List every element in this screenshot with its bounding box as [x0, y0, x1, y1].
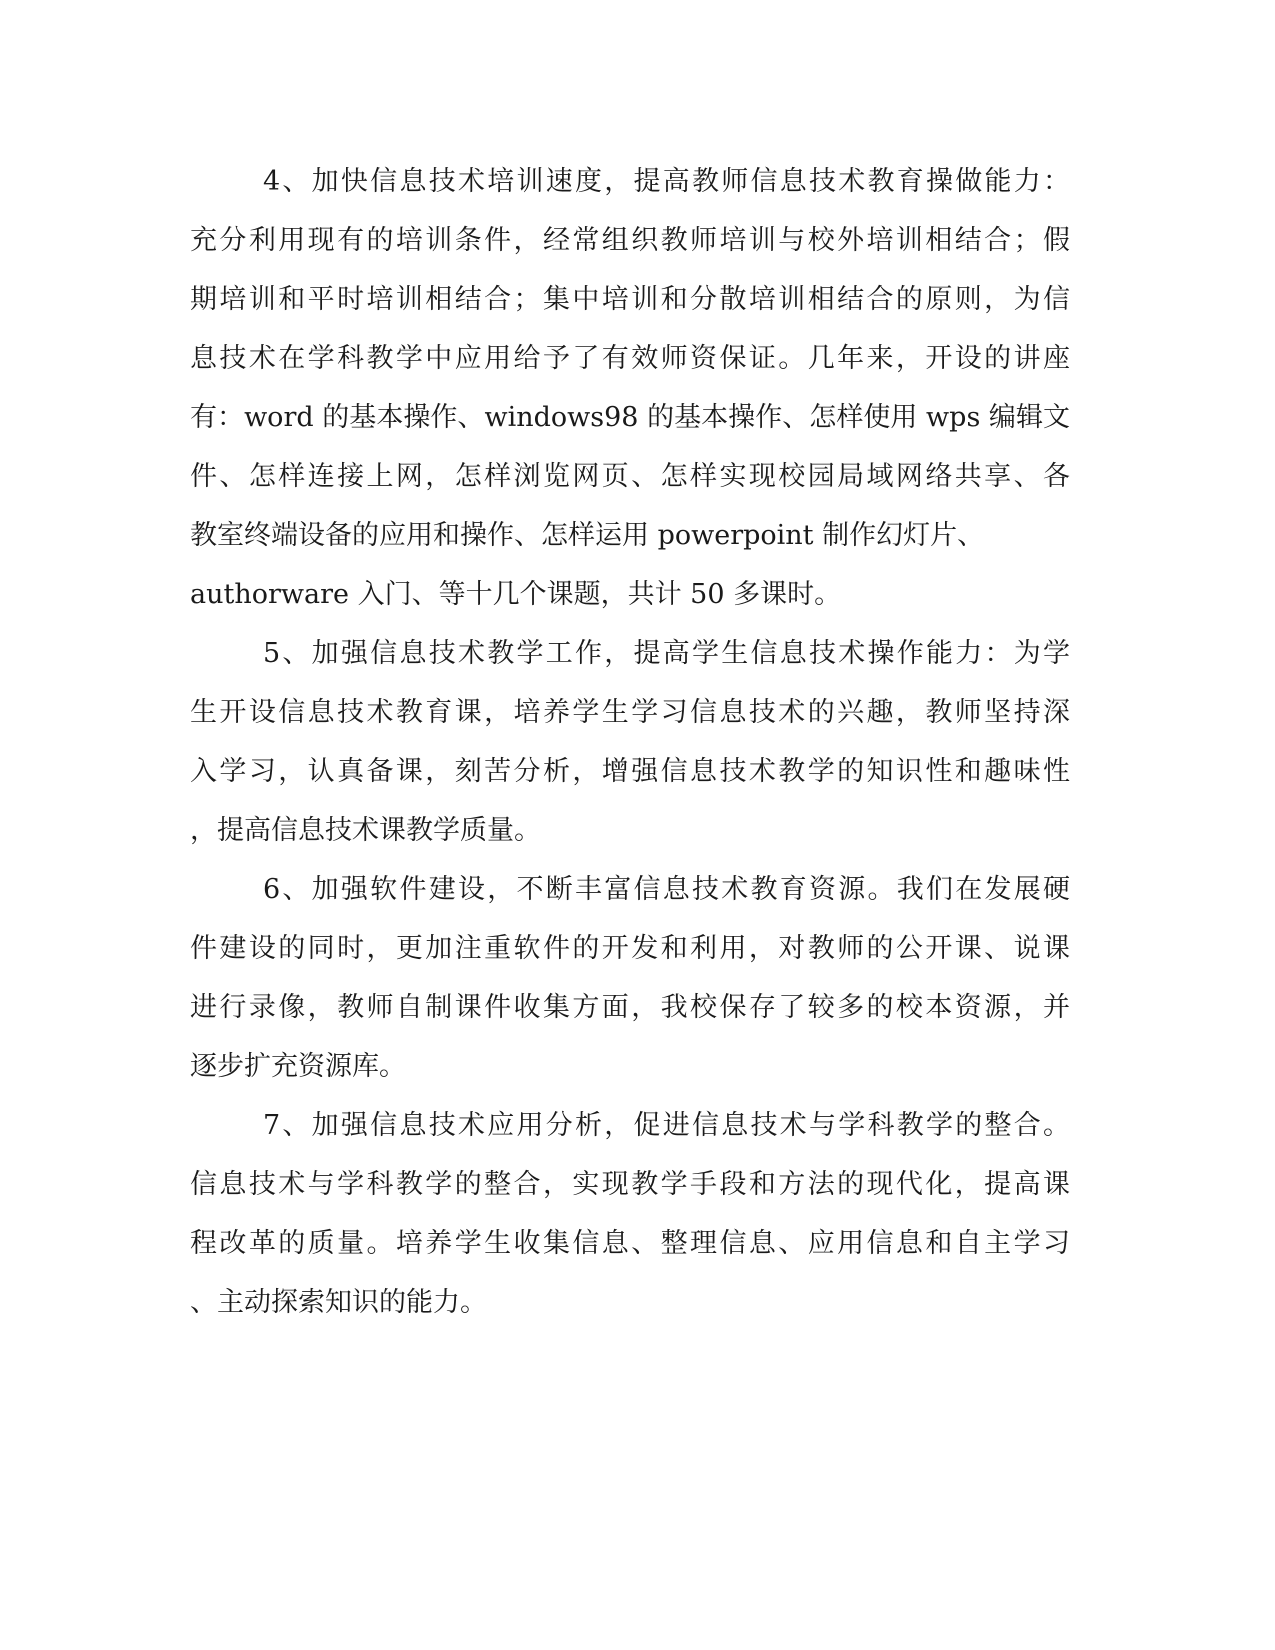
paragraph-4-line-3: 期培训和平时培训相结合；集中培训和分散培训相结合的原则，为信 — [190, 284, 1070, 315]
paragraph-4-line-2: 充分利用现有的培训条件，经常组织教师培训与校外培训相结合；假 — [190, 225, 1070, 256]
paragraph-6-line-3: 进行录像，教师自制课件收集方面，我校保存了较多的校本资源，并 — [190, 992, 1070, 1023]
paragraph-4-line-4: 息技术在学科教学中应用给予了有效师资保证。几年来，开设的讲座 — [190, 343, 1070, 374]
paragraph-7-line-2: 信息技术与学科教学的整合，实现教学手段和方法的现代化，提高课 — [190, 1169, 1070, 1200]
paragraph-7-line-1: 7、加强信息技术应用分析，促进信息技术与学科教学的整合。 — [263, 1110, 1070, 1141]
paragraph-6-line-2: 件建设的同时，更加注重软件的开发和利用，对教师的公开课、说课 — [190, 933, 1070, 964]
paragraph-6-line-4: 逐步扩充资源库。 — [190, 1051, 406, 1082]
paragraph-5-line-2: 生开设信息技术教育课，培养学生学习信息技术的兴趣，教师坚持深 — [190, 697, 1070, 728]
paragraph-7-line-3: 程改革的质量。培养学生收集信息、整理信息、应用信息和自主学习 — [190, 1228, 1070, 1259]
paragraph-5-line-4: ，提高信息技术课教学质量。 — [190, 815, 541, 846]
paragraph-4-line-5: 有：word 的基本操作、windows98 的基本操作、怎样使用 wps 编辑文 — [190, 402, 1070, 433]
paragraph-5-line-1: 5、加强信息技术教学工作，提高学生信息技术操作能力：为学 — [263, 638, 1070, 669]
paragraph-4-line-8: authorware 入门、等十几个课题，共计 50 多课时。 — [190, 579, 842, 610]
paragraph-4-line-1: 4、加快信息技术培训速度，提高教师信息技术教育操做能力： — [263, 166, 1070, 197]
paragraph-4-line-7: 教室终端设备的应用和操作、怎样运用 powerpoint 制作幻灯片、 — [190, 520, 985, 551]
paragraph-7-line-4: 、主动探索知识的能力。 — [190, 1287, 487, 1318]
paragraph-5-line-3: 入学习，认真备课，刻苦分析，增强信息技术教学的知识性和趣味性 — [190, 756, 1070, 787]
paragraph-4-line-6: 件、怎样连接上网，怎样浏览网页、怎样实现校园局域网络共享、各 — [190, 461, 1070, 492]
paragraph-6-line-1: 6、加强软件建设，不断丰富信息技术教育资源。我们在发展硬 — [263, 874, 1070, 905]
